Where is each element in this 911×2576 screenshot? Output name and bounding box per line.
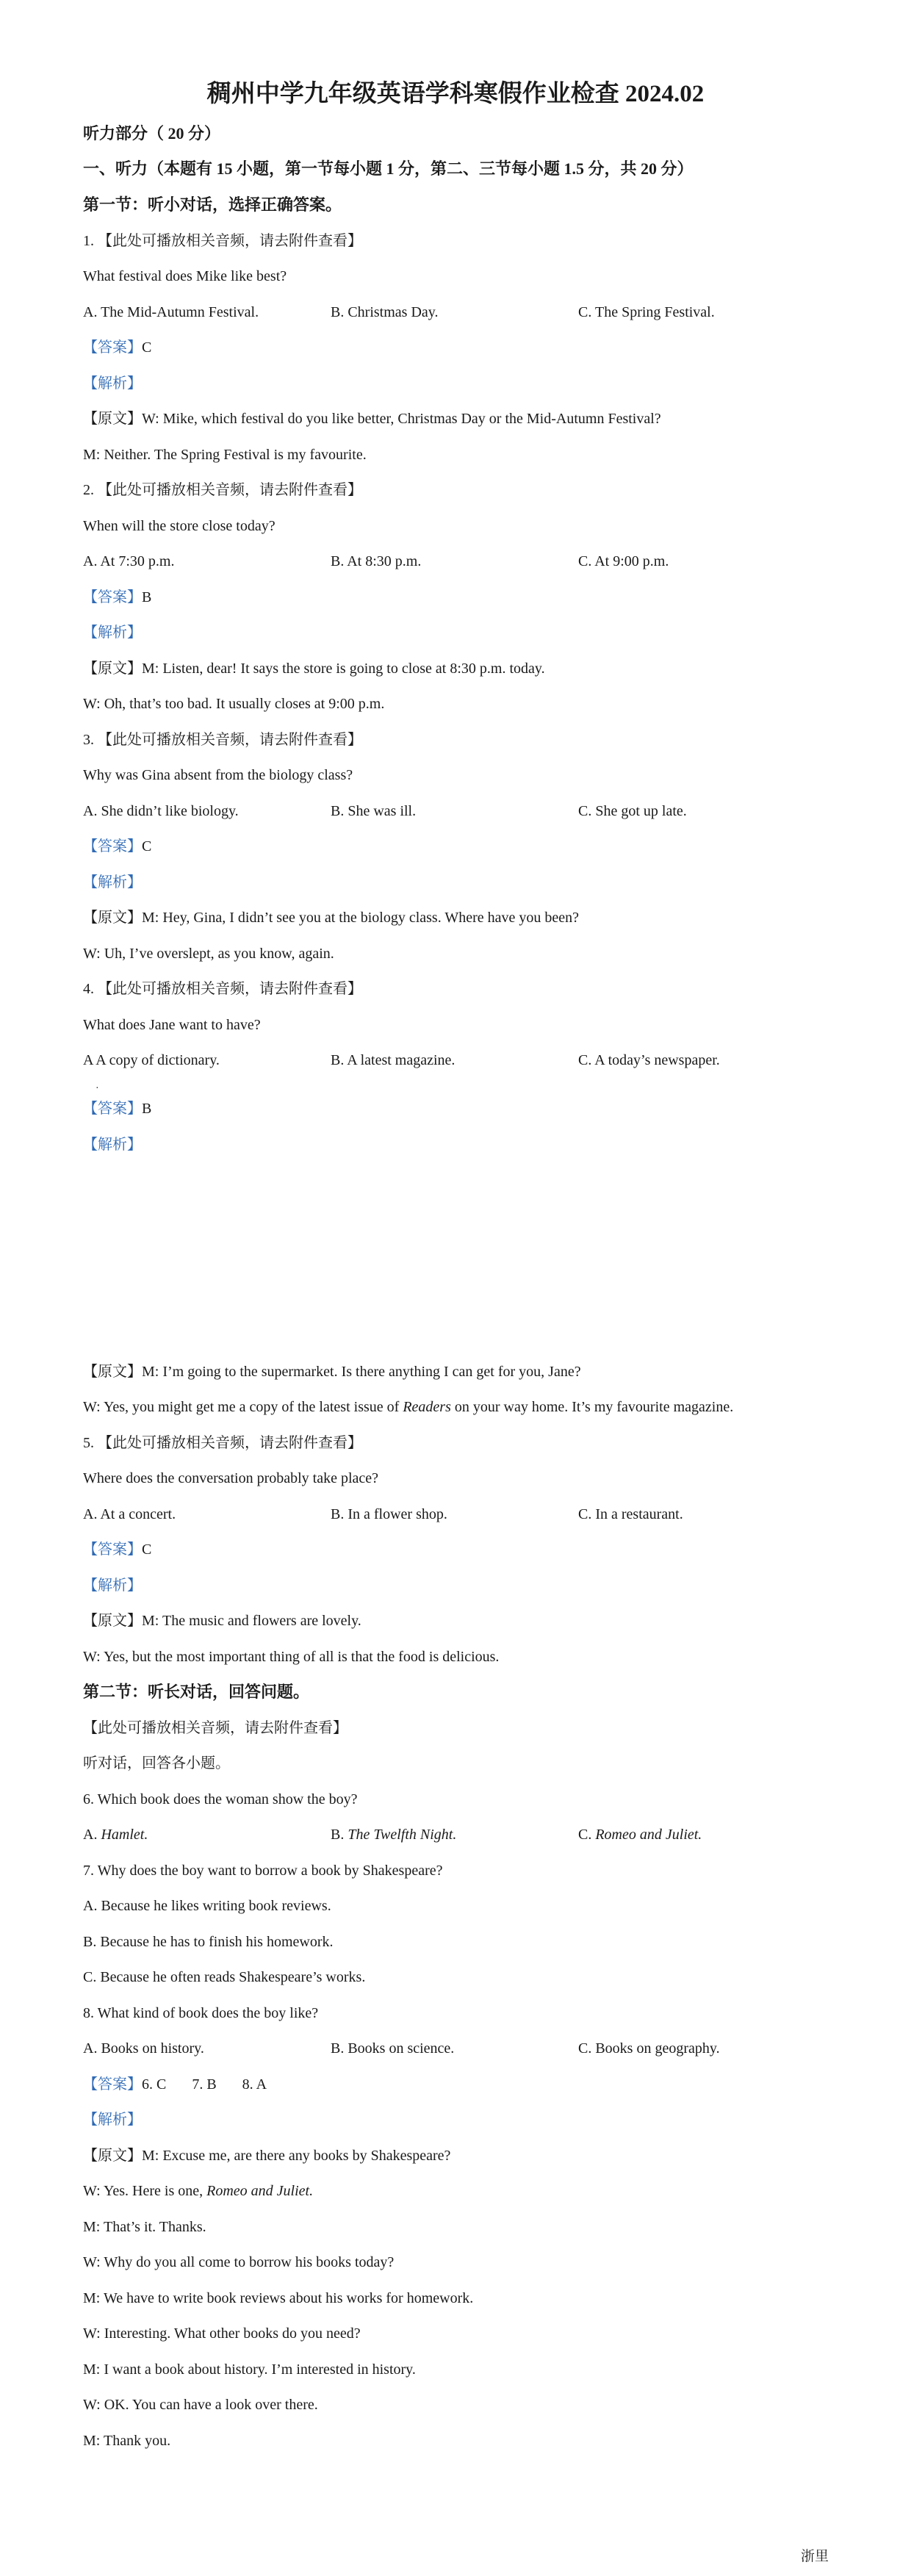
q2-original-text-1: M: Listen, dear! It says the store is going to close at 8:30 p.m. today. xyxy=(142,661,545,677)
q3-question: Why was Gina absent from the biology class? xyxy=(83,767,353,783)
q6-option-a-letter: A. xyxy=(83,1827,101,1843)
q6-option-a xyxy=(83,1824,148,1845)
dialogue-line-7: M: I want a book about history. I’m interested in history. xyxy=(83,2361,416,2378)
q5-original-text-1: M: The music and flowers are lovely. xyxy=(142,1613,361,1629)
answer-label: 【答案】 xyxy=(83,1541,142,1558)
q3-original-1 xyxy=(83,907,579,928)
q3-answer-value: C xyxy=(142,838,152,855)
q2-option-a: A. At 7:30 p.m. xyxy=(83,553,175,569)
q4-option-b: B. A latest magazine. xyxy=(331,1052,455,1068)
q8-option-c: C. Books on geography. xyxy=(578,2040,720,2057)
q5-answer-value: C xyxy=(142,1541,152,1558)
dialogue-line-9: M: Thank you. xyxy=(83,2433,171,2449)
q3-original-2: W: Uh, I’ve overslept, as you know, again. xyxy=(83,946,334,962)
part-heading: 听力部分（ 20 分） xyxy=(83,124,221,143)
q2-analysis-label: 【解析】 xyxy=(83,625,142,641)
q4-original-text-2c: on your way home. It’s my favourite magazine. xyxy=(450,1399,734,1415)
q2-answer-value: B xyxy=(142,589,152,605)
q4-analysis-label: 【解析】 xyxy=(83,1137,142,1153)
q3-analysis-label: 【解析】 xyxy=(83,874,142,891)
q1-original-1 xyxy=(83,409,661,429)
q8-question: 8. What kind of book does the boy like? xyxy=(83,2005,319,2021)
q7-question: 7. Why does the boy want to borrow a book by Shakespeare? xyxy=(83,1863,443,1879)
q5-analysis-label: 【解析】 xyxy=(83,1577,142,1594)
dialogue-line-4: W: Why do you all come to borrow his books today? xyxy=(83,2254,395,2270)
dialogue-line-2 xyxy=(83,2181,313,2201)
q2-number: 2. 【此处可播放相关音频，请去附件查看】 xyxy=(83,482,362,498)
q6-option-c-text: Romeo and Juliet. xyxy=(595,1827,702,1843)
q4-original-text-1: M: I’m going to the supermarket. Is there anything I can get for you, Jane? xyxy=(142,1364,581,1380)
answer-label: 【答案】 xyxy=(83,339,142,356)
q5-original-2: W: Yes, but the most important thing of all is that the food is delicious. xyxy=(83,1649,500,1665)
q3-option-c: C. She got up late. xyxy=(578,803,687,819)
q6-option-b-letter: B. xyxy=(331,1827,348,1843)
section-heading: 一、听力（本题有 15 小题，第一节每小题 1 分，第二、三节每小题 1.5 分，共 20 分） xyxy=(83,159,694,178)
q5-original-1 xyxy=(83,1611,361,1631)
q4-answer xyxy=(83,1098,151,1119)
dialogue-line-6: W: Interesting. What other books do you need? xyxy=(83,2325,361,2342)
long-answers xyxy=(83,2074,267,2095)
q2-option-b: B. At 8:30 p.m. xyxy=(331,553,422,569)
original-label: 【原文】 xyxy=(83,1364,142,1380)
option-dot-mark: · xyxy=(96,1083,99,1094)
q4-answer-value: B xyxy=(142,1101,152,1117)
q3-answer xyxy=(83,836,151,857)
q5-option-c: C. In a restaurant. xyxy=(578,1506,683,1522)
q4-number: 4. 【此处可播放相关音频，请去附件查看】 xyxy=(83,981,362,997)
q1-analysis-label: 【解析】 xyxy=(83,375,142,392)
long-analysis-label: 【解析】 xyxy=(83,2112,142,2128)
subsection-1-heading: 第一节：听小对话，选择正确答案。 xyxy=(83,195,342,214)
q3-option-a: A. She didn’t like biology. xyxy=(83,803,239,819)
q5-option-a: A. At a concert. xyxy=(83,1506,176,1522)
dialogue-line-8: W: OK. You can have a look over there. xyxy=(83,2397,318,2413)
long-instruction: 听对话，回答各小题。 xyxy=(83,1755,230,1771)
q6-question: 6. Which book does the woman show the boy? xyxy=(83,1791,358,1807)
q4-original-2 xyxy=(83,1397,733,1417)
q6-option-c-letter: C. xyxy=(578,1827,596,1843)
original-label: 【原文】 xyxy=(83,2148,142,2164)
q3-option-b: B. She was ill. xyxy=(331,803,417,819)
q2-answer xyxy=(83,587,151,608)
q6-option-c xyxy=(578,1824,702,1845)
answer-label: 【答案】 xyxy=(83,589,142,605)
answer-label: 【答案】 xyxy=(83,1101,142,1117)
magazine-title: Readers xyxy=(403,1399,451,1415)
long-answers-values: 6. C 7. B 8. A xyxy=(142,2076,267,2093)
q6-option-b xyxy=(331,1824,456,1845)
q3-number: 3. 【此处可播放相关音频，请去附件查看】 xyxy=(83,732,362,748)
q7-option-b: B. Because he has to finish his homework. xyxy=(83,1934,334,1950)
q1-answer-value: C xyxy=(142,339,152,356)
q4-question: What does Jane want to have? xyxy=(83,1017,261,1033)
answer-label: 【答案】 xyxy=(83,2076,142,2093)
q1-answer xyxy=(83,337,151,358)
q5-question: Where does the conversation probably take place? xyxy=(83,1470,379,1486)
q4-original-text-2a: W: Yes, you might get me a copy of the latest issue of xyxy=(83,1399,403,1415)
original-label: 【原文】 xyxy=(83,411,142,427)
q5-answer xyxy=(83,1539,151,1560)
q4-original-1 xyxy=(83,1361,581,1382)
answer-label: 【答案】 xyxy=(83,838,142,855)
q1-original-text-1: W: Mike, which festival do you like better, Christmas Day or the Mid-Autumn Festival? xyxy=(142,411,661,427)
q5-option-b: B. In a flower shop. xyxy=(331,1506,447,1522)
dialogue-line-3: M: That’s it. Thanks. xyxy=(83,2219,206,2235)
q4-option-a: A A copy of dictionary. xyxy=(83,1052,220,1068)
original-label: 【原文】 xyxy=(83,1613,142,1629)
q2-original-2: W: Oh, that’s too bad. It usually closes at 9:00 p.m. xyxy=(83,696,385,712)
dialogue-line-1 xyxy=(83,2145,450,2166)
q6-option-a-text: Hamlet. xyxy=(101,1827,148,1843)
original-label: 【原文】 xyxy=(83,910,142,926)
page-title: 稠州中学九年级英语学科寒假作业检查 2024.02 xyxy=(206,81,705,107)
q7-option-a: A. Because he likes writing book reviews. xyxy=(83,1898,331,1914)
q3-original-text-1: M: Hey, Gina, I didn’t see you at the biology class. Where have you been? xyxy=(142,910,580,926)
q1-question: What festival does Mike like best? xyxy=(83,268,287,284)
q8-option-a: A. Books on history. xyxy=(83,2040,204,2057)
original-label: 【原文】 xyxy=(83,661,142,677)
dialogue-text-2a: W: Yes. Here is one, xyxy=(83,2183,207,2199)
q1-option-c: C. The Spring Festival. xyxy=(578,304,715,320)
book-title: Romeo and Juliet. xyxy=(206,2183,314,2199)
footer-watermark: 浙里 xyxy=(800,2549,829,2564)
q7-option-c: C. Because he often reads Shakespeare’s works. xyxy=(83,1969,366,1985)
q2-option-c: C. At 9:00 p.m. xyxy=(578,553,669,569)
q1-original-2: M: Neither. The Spring Festival is my favourite. xyxy=(83,447,367,463)
subsection-2-heading: 第二节：听长对话，回答问题。 xyxy=(83,1683,310,1701)
q2-question: When will the store close today? xyxy=(83,518,276,534)
q1-number: 1. 【此处可播放相关音频，请去附件查看】 xyxy=(83,233,362,249)
q8-option-b: B. Books on science. xyxy=(331,2040,455,2057)
q6-option-b-text: The Twelfth Night. xyxy=(348,1827,457,1843)
dialogue-line-5: M: We have to write book reviews about his works for homework. xyxy=(83,2290,474,2306)
q4-option-c: C. A today’s newspaper. xyxy=(578,1052,720,1068)
q1-option-a: A. The Mid-Autumn Festival. xyxy=(83,304,259,320)
dialogue-text-1: M: Excuse me, are there any books by Shakespeare? xyxy=(142,2148,451,2164)
q1-option-b: B. Christmas Day. xyxy=(331,304,439,320)
q2-original-1 xyxy=(83,658,545,679)
long-audio-note: 【此处可播放相关音频，请去附件查看】 xyxy=(83,1720,348,1736)
q5-number: 5. 【此处可播放相关音频，请去附件查看】 xyxy=(83,1435,362,1451)
